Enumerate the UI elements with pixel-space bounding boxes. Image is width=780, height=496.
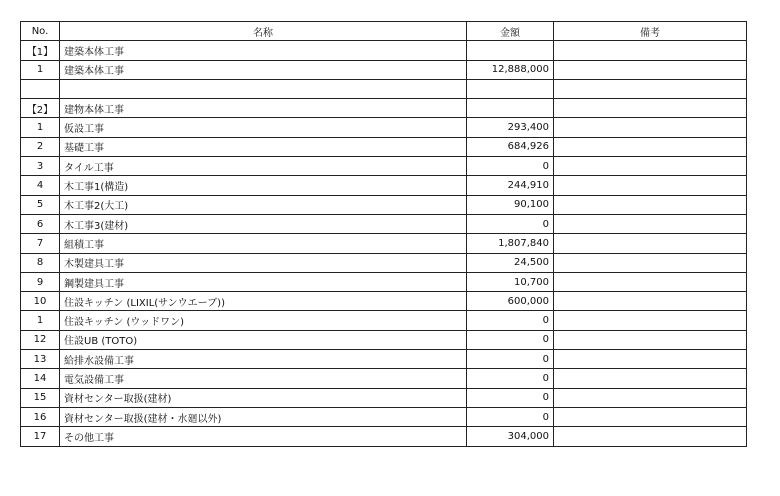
row-no: 8 xyxy=(21,253,60,272)
table-row xyxy=(21,195,747,214)
row-amount: 0 xyxy=(467,388,554,407)
row-amount: 90,100 xyxy=(467,195,554,214)
row-name: その他工事 xyxy=(60,427,467,446)
row-name: 資材センター取扱(建材) xyxy=(60,388,467,407)
row-no: 1 xyxy=(21,311,60,330)
row-no: 5 xyxy=(21,195,60,214)
row-no: 【2】 xyxy=(21,99,60,118)
row-name: 住設UB (TOTO) xyxy=(60,330,467,349)
row-note xyxy=(554,234,747,253)
row-no: 2 xyxy=(21,137,60,156)
row-no xyxy=(21,79,60,98)
row-amount: 0 xyxy=(467,157,554,176)
row-note xyxy=(554,253,747,272)
row-name: 給排水設備工事 xyxy=(60,350,467,369)
header-row xyxy=(21,22,747,41)
row-note xyxy=(554,292,747,311)
row-amount: 0 xyxy=(467,330,554,349)
table-row xyxy=(21,176,747,195)
row-name: 電気設備工事 xyxy=(60,369,467,388)
row-amount xyxy=(467,41,554,60)
row-no: 17 xyxy=(21,427,60,446)
row-note xyxy=(554,176,747,195)
row-name: 木工事2(大工) xyxy=(60,195,467,214)
row-note xyxy=(554,272,747,291)
row-no: 12 xyxy=(21,330,60,349)
row-name: 木工事1(構造) xyxy=(60,176,467,195)
row-no: 13 xyxy=(21,350,60,369)
row-amount xyxy=(467,79,554,98)
row-amount: 10,700 xyxy=(467,272,554,291)
table-row xyxy=(21,253,747,272)
table-row xyxy=(21,330,747,349)
table-row xyxy=(21,234,747,253)
row-note xyxy=(554,195,747,214)
row-name: 住設キッチン (ウッドワン) xyxy=(60,311,467,330)
row-name: 住設キッチン (LIXIL(サンウエーブ)) xyxy=(60,292,467,311)
row-note xyxy=(554,137,747,156)
table-row xyxy=(21,60,747,79)
row-note xyxy=(554,350,747,369)
row-amount: 0 xyxy=(467,369,554,388)
row-amount: 24,500 xyxy=(467,253,554,272)
row-no: 10 xyxy=(21,292,60,311)
row-no: 4 xyxy=(21,176,60,195)
table-row xyxy=(21,137,747,156)
row-name: 木製建具工事 xyxy=(60,253,467,272)
table-row xyxy=(21,118,747,137)
row-no: 3 xyxy=(21,157,60,176)
row-note xyxy=(554,60,747,79)
row-no: 9 xyxy=(21,272,60,291)
row-note xyxy=(554,427,747,446)
row-name: 基礎工事 xyxy=(60,137,467,156)
row-name: 仮設工事 xyxy=(60,118,467,137)
row-amount: 244,910 xyxy=(467,176,554,195)
row-no: 1 xyxy=(21,60,60,79)
table-row xyxy=(21,292,747,311)
estimate-table xyxy=(20,21,747,447)
row-note xyxy=(554,99,747,118)
row-no: 15 xyxy=(21,388,60,407)
row-amount: 304,000 xyxy=(467,427,554,446)
row-name xyxy=(60,79,467,98)
row-name: 建築本体工事 xyxy=(60,60,467,79)
table-body xyxy=(21,41,747,446)
row-note xyxy=(554,388,747,407)
row-amount: 0 xyxy=(467,311,554,330)
row-amount: 0 xyxy=(467,350,554,369)
row-amount: 684,926 xyxy=(467,137,554,156)
row-name: 建物本体工事 xyxy=(60,99,467,118)
estimate-sheet xyxy=(20,21,747,447)
row-name: 木工事3(建材) xyxy=(60,214,467,233)
table-row xyxy=(21,157,747,176)
row-note xyxy=(554,118,747,137)
row-name: タイル工事 xyxy=(60,157,467,176)
table-row xyxy=(21,427,747,446)
row-note xyxy=(554,330,747,349)
table-row xyxy=(21,272,747,291)
row-amount: 1,807,840 xyxy=(467,234,554,253)
table-row xyxy=(21,99,747,118)
table-row xyxy=(21,41,747,60)
row-no: 6 xyxy=(21,214,60,233)
row-name: 建築本体工事 xyxy=(60,41,467,60)
header-no: No. xyxy=(21,22,60,41)
table-row xyxy=(21,407,747,426)
table-row xyxy=(21,369,747,388)
row-amount: 293,400 xyxy=(467,118,554,137)
row-name: 資材センター取扱(建材・水廻以外) xyxy=(60,407,467,426)
row-no: 7 xyxy=(21,234,60,253)
table-row xyxy=(21,388,747,407)
row-name: 組積工事 xyxy=(60,234,467,253)
table-row xyxy=(21,214,747,233)
row-no: 1 xyxy=(21,118,60,137)
table-row xyxy=(21,350,747,369)
row-note xyxy=(554,311,747,330)
header-name: 名称 xyxy=(60,22,467,41)
row-amount xyxy=(467,99,554,118)
row-no: 14 xyxy=(21,369,60,388)
row-note xyxy=(554,79,747,98)
row-name: 鋼製建具工事 xyxy=(60,272,467,291)
row-amount: 12,888,000 xyxy=(467,60,554,79)
header-note: 備考 xyxy=(554,22,747,41)
header-amount: 金額 xyxy=(467,22,554,41)
row-no: 【1】 xyxy=(21,41,60,60)
row-note xyxy=(554,407,747,426)
row-note xyxy=(554,157,747,176)
table-row xyxy=(21,79,747,98)
row-note xyxy=(554,41,747,60)
row-note xyxy=(554,214,747,233)
row-amount: 0 xyxy=(467,214,554,233)
row-no: 16 xyxy=(21,407,60,426)
row-amount: 600,000 xyxy=(467,292,554,311)
row-amount: 0 xyxy=(467,407,554,426)
row-note xyxy=(554,369,747,388)
table-row xyxy=(21,311,747,330)
